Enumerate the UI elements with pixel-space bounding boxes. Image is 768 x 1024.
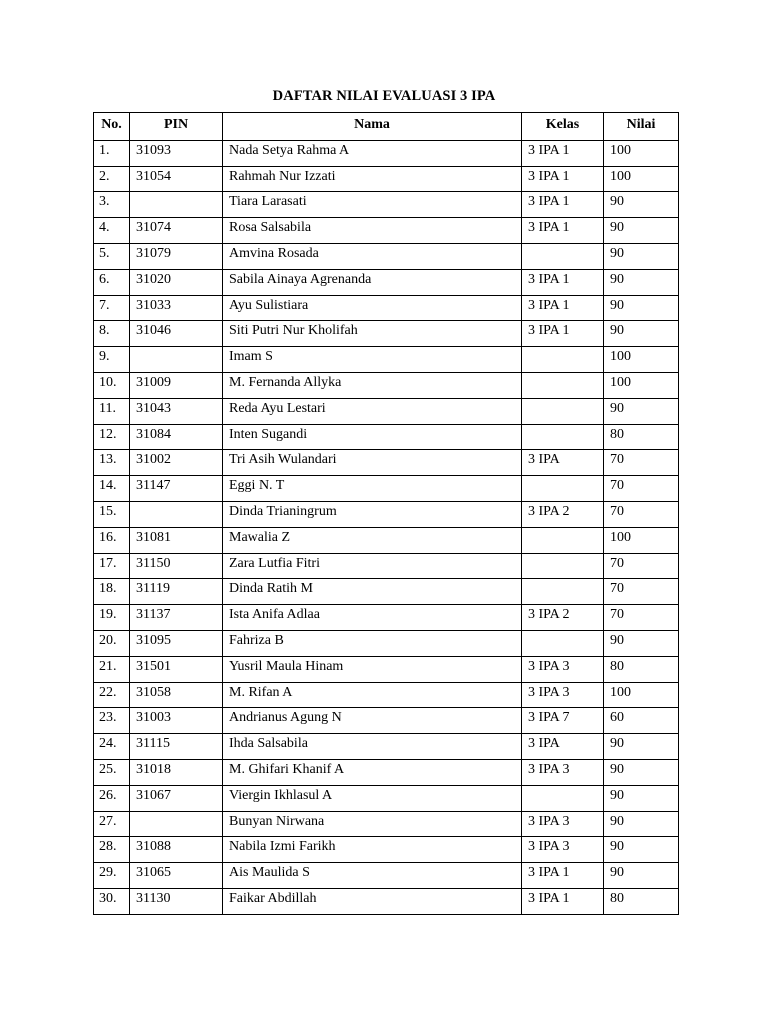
cell-nama: Inten Sugandi bbox=[223, 424, 522, 450]
cell-kelas bbox=[522, 785, 604, 811]
cell-pin bbox=[130, 347, 223, 373]
cell-no: 28. bbox=[94, 837, 130, 863]
table-row bbox=[94, 708, 679, 734]
table-row bbox=[94, 734, 679, 760]
cell-nama: Tiara Larasati bbox=[223, 192, 522, 218]
cell-no: 12. bbox=[94, 424, 130, 450]
cell-nama: Fahriza B bbox=[223, 630, 522, 656]
cell-nilai: 80 bbox=[604, 888, 679, 914]
cell-kelas bbox=[522, 243, 604, 269]
cell-nilai: 90 bbox=[604, 398, 679, 424]
cell-nama: Ais Maulida S bbox=[223, 863, 522, 889]
cell-pin bbox=[130, 501, 223, 527]
header-pin: PIN bbox=[130, 113, 223, 141]
cell-pin: 31093 bbox=[130, 140, 223, 166]
cell-nama: Ista Anifa Adlaa bbox=[223, 605, 522, 631]
cell-kelas: 3 IPA 3 bbox=[522, 811, 604, 837]
cell-kelas bbox=[522, 347, 604, 373]
cell-no: 10. bbox=[94, 372, 130, 398]
table-row bbox=[94, 837, 679, 863]
cell-no: 3. bbox=[94, 192, 130, 218]
cell-nama: Rahmah Nur Izzati bbox=[223, 166, 522, 192]
cell-no: 23. bbox=[94, 708, 130, 734]
cell-nama: Siti Putri Nur Kholifah bbox=[223, 321, 522, 347]
cell-no: 22. bbox=[94, 682, 130, 708]
table-row bbox=[94, 863, 679, 889]
cell-no: 2. bbox=[94, 166, 130, 192]
table-row bbox=[94, 656, 679, 682]
cell-nilai: 90 bbox=[604, 759, 679, 785]
cell-nilai: 100 bbox=[604, 527, 679, 553]
cell-kelas: 3 IPA 3 bbox=[522, 759, 604, 785]
table-row bbox=[94, 347, 679, 373]
cell-no: 8. bbox=[94, 321, 130, 347]
cell-nama: Sabila Ainaya Agrenanda bbox=[223, 269, 522, 295]
cell-pin: 31033 bbox=[130, 295, 223, 321]
cell-kelas bbox=[522, 372, 604, 398]
cell-no: 5. bbox=[94, 243, 130, 269]
cell-nilai: 80 bbox=[604, 424, 679, 450]
cell-no: 20. bbox=[94, 630, 130, 656]
table-row bbox=[94, 140, 679, 166]
cell-nama: Amvina Rosada bbox=[223, 243, 522, 269]
cell-nama: Faikar Abdillah bbox=[223, 888, 522, 914]
cell-no: 30. bbox=[94, 888, 130, 914]
cell-pin: 31018 bbox=[130, 759, 223, 785]
table-header-row bbox=[94, 113, 679, 141]
cell-pin: 31054 bbox=[130, 166, 223, 192]
cell-no: 9. bbox=[94, 347, 130, 373]
table-row bbox=[94, 295, 679, 321]
cell-no: 13. bbox=[94, 450, 130, 476]
cell-nilai: 100 bbox=[604, 372, 679, 398]
cell-pin: 31501 bbox=[130, 656, 223, 682]
table-row bbox=[94, 759, 679, 785]
cell-pin: 31065 bbox=[130, 863, 223, 889]
cell-nama: Dinda Ratih M bbox=[223, 579, 522, 605]
cell-nama: Rosa Salsabila bbox=[223, 218, 522, 244]
cell-nilai: 90 bbox=[604, 218, 679, 244]
cell-nilai: 100 bbox=[604, 682, 679, 708]
cell-kelas: 3 IPA 1 bbox=[522, 192, 604, 218]
table-row bbox=[94, 192, 679, 218]
cell-pin: 31067 bbox=[130, 785, 223, 811]
table-row bbox=[94, 450, 679, 476]
cell-nama: Mawalia Z bbox=[223, 527, 522, 553]
cell-nilai: 70 bbox=[604, 579, 679, 605]
cell-nama: Dinda Trianingrum bbox=[223, 501, 522, 527]
cell-pin bbox=[130, 811, 223, 837]
cell-nilai: 90 bbox=[604, 243, 679, 269]
cell-no: 16. bbox=[94, 527, 130, 553]
cell-kelas bbox=[522, 476, 604, 502]
table-row bbox=[94, 785, 679, 811]
cell-pin: 31150 bbox=[130, 553, 223, 579]
cell-nama: Ayu Sulistiara bbox=[223, 295, 522, 321]
header-no: No. bbox=[94, 113, 130, 141]
cell-no: 17. bbox=[94, 553, 130, 579]
cell-no: 18. bbox=[94, 579, 130, 605]
cell-pin: 31009 bbox=[130, 372, 223, 398]
cell-nilai: 90 bbox=[604, 269, 679, 295]
cell-no: 21. bbox=[94, 656, 130, 682]
cell-kelas: 3 IPA 3 bbox=[522, 682, 604, 708]
table-row bbox=[94, 579, 679, 605]
cell-kelas: 3 IPA 1 bbox=[522, 295, 604, 321]
cell-no: 6. bbox=[94, 269, 130, 295]
cell-nama: M. Fernanda Allyka bbox=[223, 372, 522, 398]
cell-nilai: 90 bbox=[604, 321, 679, 347]
cell-pin: 31084 bbox=[130, 424, 223, 450]
cell-nilai: 70 bbox=[604, 501, 679, 527]
table-body bbox=[94, 140, 679, 914]
cell-pin: 31088 bbox=[130, 837, 223, 863]
cell-kelas: 3 IPA bbox=[522, 450, 604, 476]
cell-pin: 31046 bbox=[130, 321, 223, 347]
cell-nilai: 100 bbox=[604, 140, 679, 166]
cell-pin: 31137 bbox=[130, 605, 223, 631]
table-row bbox=[94, 553, 679, 579]
cell-no: 4. bbox=[94, 218, 130, 244]
table-row bbox=[94, 605, 679, 631]
cell-nama: Tri Asih Wulandari bbox=[223, 450, 522, 476]
cell-nama: Andrianus Agung N bbox=[223, 708, 522, 734]
cell-nilai: 70 bbox=[604, 450, 679, 476]
cell-nama: Viergin Ikhlasul A bbox=[223, 785, 522, 811]
cell-nilai: 80 bbox=[604, 656, 679, 682]
cell-pin: 31147 bbox=[130, 476, 223, 502]
table-row bbox=[94, 372, 679, 398]
cell-no: 24. bbox=[94, 734, 130, 760]
cell-kelas: 3 IPA 1 bbox=[522, 888, 604, 914]
cell-nilai: 90 bbox=[604, 837, 679, 863]
cell-kelas: 3 IPA 1 bbox=[522, 863, 604, 889]
cell-nilai: 100 bbox=[604, 347, 679, 373]
table-row bbox=[94, 811, 679, 837]
cell-kelas: 3 IPA 1 bbox=[522, 321, 604, 347]
cell-nilai: 90 bbox=[604, 863, 679, 889]
cell-nama: Nada Setya Rahma A bbox=[223, 140, 522, 166]
table-row bbox=[94, 630, 679, 656]
cell-no: 19. bbox=[94, 605, 130, 631]
cell-kelas: 3 IPA 3 bbox=[522, 837, 604, 863]
cell-nama: M. Ghifari Khanif A bbox=[223, 759, 522, 785]
table-row bbox=[94, 321, 679, 347]
header-kelas: Kelas bbox=[522, 113, 604, 141]
table-row bbox=[94, 243, 679, 269]
table-row bbox=[94, 476, 679, 502]
cell-nilai: 100 bbox=[604, 166, 679, 192]
cell-no: 27. bbox=[94, 811, 130, 837]
cell-kelas bbox=[522, 527, 604, 553]
header-nama: Nama bbox=[223, 113, 522, 141]
cell-pin: 31081 bbox=[130, 527, 223, 553]
cell-nama: Eggi N. T bbox=[223, 476, 522, 502]
cell-nilai: 70 bbox=[604, 605, 679, 631]
cell-no: 11. bbox=[94, 398, 130, 424]
cell-kelas bbox=[522, 424, 604, 450]
table-row bbox=[94, 398, 679, 424]
cell-pin: 31119 bbox=[130, 579, 223, 605]
cell-pin: 31115 bbox=[130, 734, 223, 760]
cell-nilai: 90 bbox=[604, 295, 679, 321]
grade-table bbox=[93, 112, 679, 915]
cell-nilai: 90 bbox=[604, 785, 679, 811]
cell-kelas: 3 IPA 1 bbox=[522, 166, 604, 192]
cell-kelas: 3 IPA 1 bbox=[522, 218, 604, 244]
cell-pin: 31020 bbox=[130, 269, 223, 295]
table-row bbox=[94, 269, 679, 295]
cell-no: 1. bbox=[94, 140, 130, 166]
cell-kelas: 3 IPA 1 bbox=[522, 140, 604, 166]
cell-pin: 31058 bbox=[130, 682, 223, 708]
cell-pin: 31003 bbox=[130, 708, 223, 734]
cell-pin: 31095 bbox=[130, 630, 223, 656]
cell-kelas: 3 IPA 1 bbox=[522, 269, 604, 295]
table-row bbox=[94, 888, 679, 914]
cell-kelas: 3 IPA 3 bbox=[522, 656, 604, 682]
cell-nama: Nabila Izmi Farikh bbox=[223, 837, 522, 863]
cell-nama: M. Rifan A bbox=[223, 682, 522, 708]
cell-pin: 31074 bbox=[130, 218, 223, 244]
cell-nilai: 90 bbox=[604, 734, 679, 760]
cell-nilai: 60 bbox=[604, 708, 679, 734]
table-row bbox=[94, 424, 679, 450]
cell-nama: Ihda Salsabila bbox=[223, 734, 522, 760]
cell-nilai: 70 bbox=[604, 476, 679, 502]
table-row bbox=[94, 501, 679, 527]
cell-kelas: 3 IPA 2 bbox=[522, 501, 604, 527]
header-nilai: Nilai bbox=[604, 113, 679, 141]
cell-pin: 31130 bbox=[130, 888, 223, 914]
cell-no: 7. bbox=[94, 295, 130, 321]
cell-kelas bbox=[522, 553, 604, 579]
cell-nilai: 70 bbox=[604, 553, 679, 579]
cell-nama: Zara Lutfia Fitri bbox=[223, 553, 522, 579]
cell-no: 26. bbox=[94, 785, 130, 811]
cell-nilai: 90 bbox=[604, 630, 679, 656]
cell-nama: Reda Ayu Lestari bbox=[223, 398, 522, 424]
cell-nama: Bunyan Nirwana bbox=[223, 811, 522, 837]
cell-nama: Imam S bbox=[223, 347, 522, 373]
cell-pin: 31002 bbox=[130, 450, 223, 476]
table-row bbox=[94, 166, 679, 192]
document-title: DAFTAR NILAI EVALUASI 3 IPA bbox=[272, 88, 496, 104]
cell-nilai: 90 bbox=[604, 192, 679, 218]
cell-no: 29. bbox=[94, 863, 130, 889]
cell-kelas bbox=[522, 579, 604, 605]
cell-kelas: 3 IPA bbox=[522, 734, 604, 760]
cell-nilai: 90 bbox=[604, 811, 679, 837]
cell-kelas: 3 IPA 2 bbox=[522, 605, 604, 631]
cell-pin: 31043 bbox=[130, 398, 223, 424]
table-row bbox=[94, 682, 679, 708]
table-row bbox=[94, 527, 679, 553]
cell-kelas: 3 IPA 7 bbox=[522, 708, 604, 734]
cell-pin: 31079 bbox=[130, 243, 223, 269]
cell-kelas bbox=[522, 630, 604, 656]
cell-kelas bbox=[522, 398, 604, 424]
cell-no: 14. bbox=[94, 476, 130, 502]
cell-no: 15. bbox=[94, 501, 130, 527]
cell-pin bbox=[130, 192, 223, 218]
table-row bbox=[94, 218, 679, 244]
cell-no: 25. bbox=[94, 759, 130, 785]
cell-nama: Yusril Maula Hinam bbox=[223, 656, 522, 682]
